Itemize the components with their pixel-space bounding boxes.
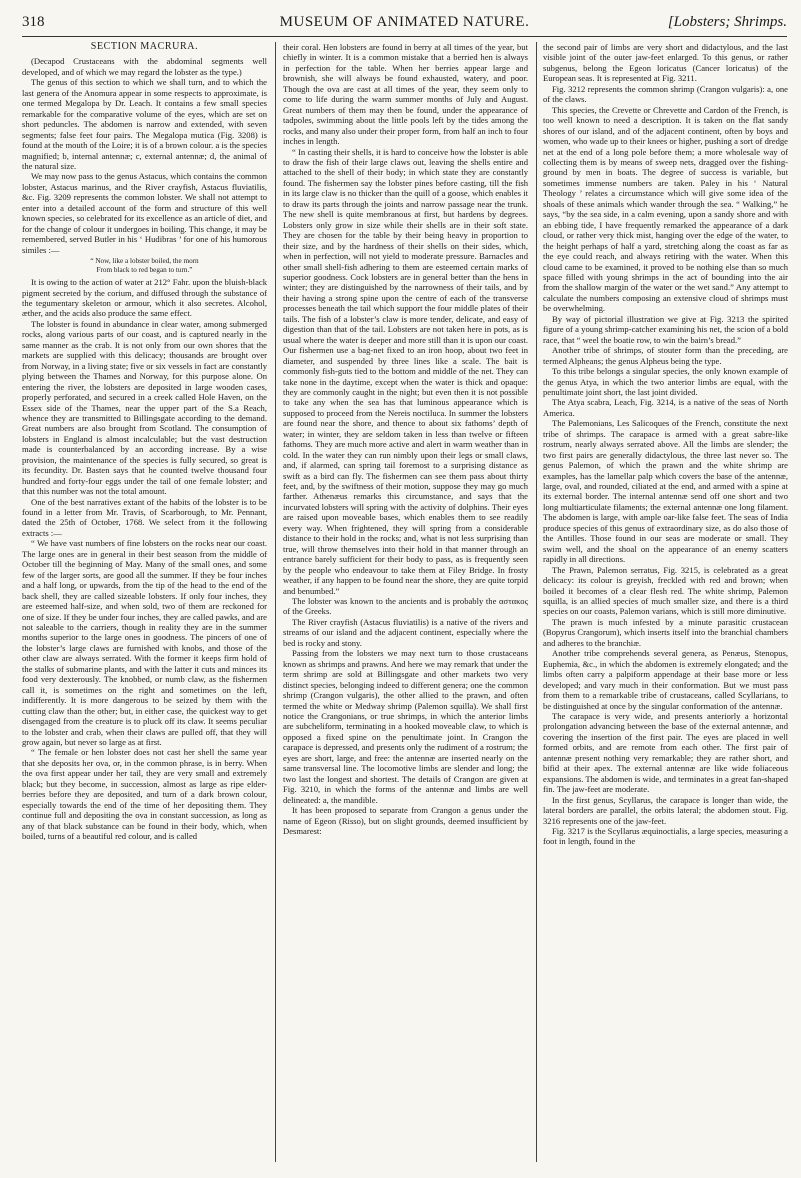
paragraph: “ We have vast numbers of fine lobsters on the rocks near our coast. The large ones are in general in their best season from the middle of October till the beginning of May. Many of the small ones, and some few of the larger sorts, are good all the summer. If they be four inches and a half long, or upwards, from the tip of the head to the end of the back shell, they are called sizeable lobsters. If only four inches, they are esteemed half-size, and when sold, two of them are reckoned for one of size. If they be under four inches, they are called pawks, and are not saleable to the carriers, though in reality they are in the summer months superior to the large ones in goodness. The pincers of one of the lobster’s large claws are furnished with knobs, and those of the other claw are always serrated. With the former it keeps firm hold of the stalks of submarine plants, and with the latter it cuts and minces its food very dexterously. The knobbed, or numb claw, as the fishermen call it, is sometimes on the right and sometimes on the left, indifferently. It is more dangerous to be seized by them with the cutting claw than the other; but, in either case, the quickest way to get disengaged from the creature is to pluck off its claw. It seems peculiar to the lobster and crab, when their claws are pulled off, that they will grow again, but never so large as at first.: [22, 538, 267, 747]
paragraph: The lobster is found in abundance in clear water, among submerged rocks, along various parts of our coast, and is captured nearly in the same manner as the crab. It is not only from our own shores that the markets are supplied with this delicacy; thousands are brought over from Norway, in a living state; five or six vessels in fact are constantly plying between the Thames and Norway, for this purpose alone. On entering the river, the lobsters are deposited in large wooden cases, properly perforated, and secured in a creek called Hole Haven, on the Essex side of the Thames, near the upper part of the S.a Reach, whence they are transmitted to Billingsgate according to the demand. Great numbers are also brought from Scotland. The consumption of lobsters in England is almost incalculable; but the vast destruction made is counterbalanced by an according increase. By a wise provision, the maintenance of the species is fully secured, so great is its fecundity. Dr. Basten says that he counted twelve thousand four hundred and forty-four eggs under the tail of one female lobster; and that this number was not the total amount.: [22, 318, 267, 497]
paragraph: The lobster was known to the ancients and is probably the αστακος of the Greeks.: [283, 596, 528, 617]
section-heading: SECTION MACRURA.: [90, 42, 199, 52]
column-divider: [275, 42, 276, 1162]
paragraph: Another tribe of shrimps, of stouter form than the preceding, are termed Alpheans; the genus Alpheus being the type.: [543, 345, 788, 366]
paragraph: Fig. 3212 represents the common shrimp (Crangon vulgaris): a, one of the claws.: [543, 83, 788, 105]
paragraph: We may now pass to the genus Astacus, which contains the common lobster, Astacus marinus, and the River crayfish, Astacus fluviatilis, &c. Fig. 3209 represents the common lobster. We shall not attempt to enter into a detailed account of the form and structure of this well known species, so celebrated for its excellence as an article of diet, and for the change of colour it undergoes in boiling. This change, it may be remembered, served Butler in his ‘ Hudibras ’ for one of his humorous similes :—: [22, 171, 267, 255]
paragraph: The Atya scabra, Leach, Fig. 3214, is a native of the seas of North America.: [543, 397, 788, 418]
paragraph: The Prawn, Palemon serratus, Fig. 3215, is celebrated as a great delicacy: its colour is greyish, freckled with red and brown; when boiled it becomes of a clear flesh red. The white shrimp, Palemon squilla, is an allied species of much smaller size, and there is a third species on our coasts, Palemon varians, which is still more diminutive.: [543, 564, 788, 617]
verse-quote: [22, 257, 267, 275]
paragraph: Fig. 3217 is the Scyllarus æquinoctialis, a large species, measuring a foot in length, found in the: [543, 825, 788, 847]
column-2: [283, 42, 528, 1170]
running-head-right: [Lobsters; Shrimps.: [667, 14, 787, 30]
paragraph: Another tribe comprehends several genera, as Penæus, Stenopus, Euphemia, &c., in which the abdomen is extremely elongated; and the limbs often carry a palpiform appendage at their base more or less developed; and vary much in their conformation. But we must pass from them to a remarkable tribe of crustaceans, called Scyllarians, to be distinguished at once by the singular conformation of the antennæ.: [543, 648, 788, 711]
paragraph: It has been proposed to separate from Crangon a genus under the name of Egeon (Risso), but on slight grounds, deemed insufficient by Desmarest:: [283, 805, 528, 836]
paragraph: The River crayfish (Astacus fluviatilis) is a native of the rivers and streams of our island and the adjacent continent, especially where the bed is rocky and stony.: [283, 616, 528, 648]
paragraph: Passing from the lobsters we may next turn to those crustaceans known as shrimps and prawns. And here we may remark that under the term shrimp are sold at Billingsgate and other markets two very distinct species, belonging indeed to different genera; one the common shrimp (Crangon vulgaris), the other allied to the prawn, and often termed the white or Medway shrimp (Palemon squilla). We shall first notice the Crangonians, or true shrimps, in which the anterior limbs are subcheliform, terminating in a hooked moveable claw, to which is opposed a fixed spine on the penultimate joint. In Crangon the carapace is depressed, and presents only the rudiment of a rostrum; the eyes are short, large, and free: the antennæ are inserted nearly on the same transversal line. The locomotive limbs are slender and long; the two last the longest and shortest. The details of Crangon are given at Fig. 3210, in which the forms of the antennæ and limbs are well delineated: a, the mandible.: [283, 648, 528, 805]
running-header: [22, 10, 787, 37]
verse-line: “ Now, like a lobster boiled, the morn: [90, 257, 199, 266]
column-divider: [536, 42, 537, 1162]
column-1: [22, 42, 267, 1170]
paragraph: The genus of this section to which we shall turn, and to which the last genera of the Anomura appear in some respects to approximate, is one termed Megalopa by Dr. Leach. It contains a few small species remarkable for the comparative volume of the eyes, which are set on short peduncles. The abdomen is narrow and extended, with seven segments; false feet four pairs. The Megalopa mutica (Fig. 3208) is found at the mouth of the Loire; it is of a brown colour. a is the species magnified; b, internal antennæ; c, external antennæ; d, the animal of the natural size.: [22, 77, 267, 171]
paragraph: This species, the Crevette or Chrevette and Cardon of the French, is too well known to need a description. It is taken on the flat sandy shores of our island, and of the adjacent continent, often by boys and women, who wade up to their knees or higher, pushing a sort of dredge net at the end of a long pole before them; a more wholesale way of collecting them is by means of sweep nets, dragged over the fishing-ground by men in boats. The degree of success is variable, but sometimes immense numbers are taken. Paley in his ‘ Natural Theology ’ relates a circumstance which will give some idea of the shoals of these animals which wander through the sea. “ Walking,” he says, “by the sea side, in a calm evening, upon a sandy shore and with an ebbing tide, I have frequently remarked the appearance of a dark cloud, or rather very thick mist, hanging over the edge of the water, to the height perhaps of half a yard, stretching along the coast as far as the eye could reach, and always retiring with the water. When this cloud came to be examined, it proved to be nothing else than so much space filled with young shrimps in the act of bounding into the air from the shallow margin of the water or the wet sand.” Any attempt to calculate the numbers composing an extensive cloud of shrimps must be overwhelming.: [543, 104, 788, 314]
paragraph: “ In casting their shells, it is hard to conceive how the lobster is able to draw the fish of their large claws out, leaving the shells entire and attached to the shell of their body; in which state they are constantly found. The fishermen say the lobster pines before casting, till the fish in its large claw is no thicker than the quill of a goose, which enables it to draw its parts through the joints and narrow passage near the trunk. The new shell is quite membranous at first, but hardens by degrees. Lobsters only grow in size while their shells are in their soft state. They are chosen for the table by their being heavy in proportion to their size, and by the hardness of their shells on their sides, which, when in perfection, will not yield to moderate pressure. Barnacles and other small shell-fish adhering to them are esteemed certain marks of superior goodness. Cock lobsters are in general better than the hens in winter; they are distinguished by the narrowness of their tails, and by their having a strong spine upon the centre of each of the transverse processes beneath the tail which support the four middle plates of their tails. The fish of a lobster’s claw is more tender, delicate, and easy of digestion than that of the tail. Lobsters are not taken here in pots, as is usual where the water is deeper and more still than it is upon our coast. Our fishermen use a bag-net fixed to an iron hoop, about two feet in diameter, and suspended by three lines like a scale. The bait is commonly fish-guts tied to the bottom and middle of the net. They can take none in the daytime, except when the water is thick and opaque: they are commonly caught in the night; but even then it is not possible to take any when the sea has that luminous appearance which is supposed to proceed from the Nereis noctiluca. In summer the lobsters are found near the shore, and thence to about six fathoms’ depth of water; in winter, they are seldom taken in less than twelve or fifteen fathoms. They are much more active and alert in warm weather than in cold. In the water they can run nimbly upon their legs or small claws, and, if alarmed, can spring tail foremost to a surprising distance as swift as a bird can fly. The fishermen can see them pass about thirty feet, and, by the swiftness of their motion, suppose they may go much farther. Athenæus remarks this circumstance, and says that the incurvated lobsters will spring with the activity of dolphins. Their eyes are raised upon moveable bases, which enables them to see readily every way. When frightened, they will spring from a considerable distance to their hold in the rocks; and, what is not less surprising than true, will throw themselves into their hold in that manner through an entrance barely sufficient for their body to pass, as is frequently seen by the people who endeavour to take them at Filey Bridge. In frosty weather, if any happen to be found near the shore, they are quite torpid and benumbed.”: [283, 146, 528, 596]
paragraph: “ The female or hen lobster does not cast her shell the same year that she deposits her ova, or, in the common phrase, is in berry. When the ova first appear under her tail, they are very small and extremely black; but they become, in succession, almost as large as ripe elder-berries before they are deposited, and turn of a dark brown colour, especially towards the end of the time of her depositing them. They continue full and depositing the ova in constant succession, as long as any of that black substance can be found in their body, which, when boiled, turns of a beautiful red colour, and is called: [22, 747, 267, 842]
page-number: 318: [22, 14, 45, 30]
paragraph: To this tribe belongs a singular species, the only known example of the genus Atya, in which the two anterior limbs are equal, with the penultimate joint short, the last joint divided.: [543, 366, 788, 397]
verse-line: From black to red began to turn.”: [96, 266, 193, 275]
paragraph: In the first genus, Scyllarus, the carapace is longer than wide, the lateral borders are parallel, the orbits lateral; the abdomen stout. Fig. 3216 represents one of the jaw-feet.: [543, 794, 788, 826]
paragraph: It is owing to the action of water at 212° Fahr. upon the bluish-black pigment secreted by the corium, and diffused through the substance of the tegumentary skeleton or armour, which it also secretes. Alcohol, æther, and the acids also produce the same effect.: [22, 277, 267, 319]
paragraph: By way of pictorial illustration we give at Fig. 3213 the spirited figure of a young shrimp-catcher examining his net, the scion of a bold race, that “ weel the boatie row, to win the bairn’s bread.”: [543, 313, 788, 345]
paragraph: One of the best narratives extant of the habits of the lobster is to be found in a letter from Mr. Travis, of Scarborough, to Mr. Pennant, dated the 25th of October, 1768. We select from it the following extracts :—: [22, 496, 267, 538]
paragraph: the second pair of limbs are very short and didactylous, and the last visible joint of the outer jaw-feet enlarged. To this genus, or rather subgenus, belong the Egeon loricatus (Cancer loricatus) of the European seas. It is represented at Fig. 3211.: [543, 42, 788, 84]
paragraph: The Palemonians, Les Salicoques of the French, constitute the next tribe of shrimps. The carapace is armed with a great sabre-like rostrum, nearly always serrated above. All the limbs are slender; the two first pairs are generally didactylous, the three last never so. The genus Palemon, of which the prawn and the white shrimp are examples, has the lamellar palp which covers the base of the antennæ, large, oval, and rounded, ciliated at the end, and armed with a spine at its external border. The internal antennæ send off one short and two long multiarticulate filaments; the external antennæ one long filament. The abdomen is large, with ample oar-like false feet. The seas of India produce species of this genus of extraordinary size, as do also those of the Antilles. Those found in our seas are moderate or small. They swim well, and the shoal on the appearance of an enemy scatters rapidly in all directions.: [543, 418, 788, 565]
column-3: [543, 42, 788, 1170]
paragraph: (Decapod Crustaceans with the abdominal segments well developed, and of which we may regard the lobster as the type.): [22, 56, 267, 77]
paragraph: The carapace is very wide, and presents anteriorly a horizontal prolongation advancing between the base of the external antennæ, and covering the insertion of the first pair. The eyes are placed in well formed orbits, and are remote from each other. The first pair of antennæ present nothing very remarkable; they are rather short, and bifid at their apex. The external antennæ are like wide foliaceous expansions. The abdomen is wide, and terminates in a great fan-shaped fin. The jaw-feet are moderate.: [543, 711, 788, 795]
paragraph: their coral. Hen lobsters are found in berry at all times of the year, but chiefly in winter. It is a common mistake that a berried hen is always in perfection for the table. When her berries appear large and brownish, she will always be found exhausted, watery, and poor. Though the ova are cast at all times of the year, they seem only to come to life during the warm summer months of July and August. Great numbers of them may then be found, under the appearance of tadpoles, swimming about the little pools left by the tides among the rocks, and many also under their proper form, from half an inch to four inches in length.: [283, 42, 528, 147]
paragraph: The prawn is much infested by a minute parasitic crustacean (Bopyrus Crangorum), which inserts itself into the branchial chambers and adheres to the branchiæ.: [543, 616, 788, 648]
running-title: MUSEUM OF ANIMATED NATURE.: [279, 14, 530, 30]
